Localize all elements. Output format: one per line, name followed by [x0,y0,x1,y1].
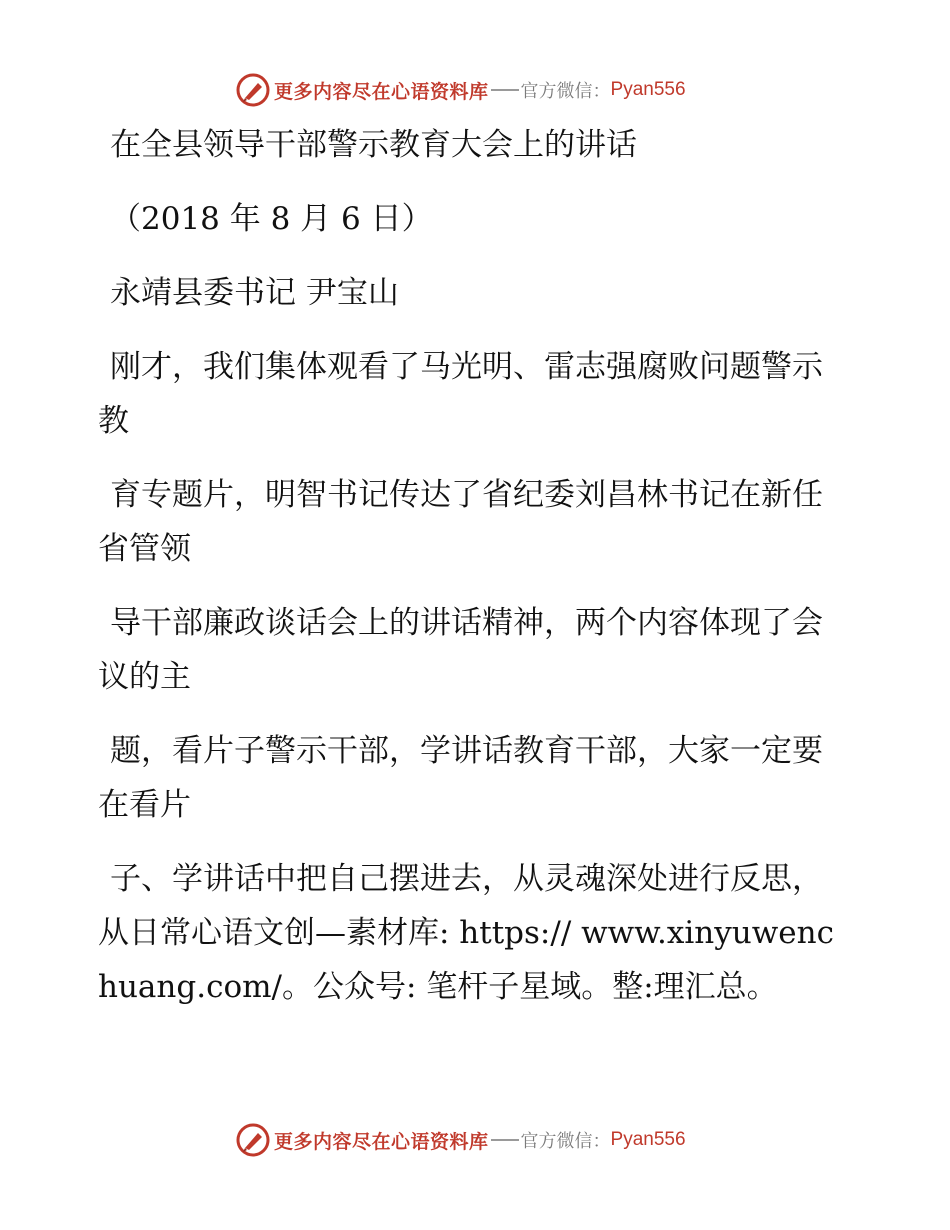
document-body [98,118,838,1014]
watermark-text: 更多内容尽在心语资料库 [274,1130,489,1153]
watermark-text: 更多内容尽在心语资料库 [274,80,489,103]
watermark-wechat-id: Pyan556 [610,1129,686,1150]
document-date: （2018 年 8 月 6 日） [110,201,433,237]
pen-logo-icon [236,1123,270,1157]
paragraph: 题，看片子警示干部，学讲话教育干部，大家一定要在看片 [98,733,823,823]
watermark-sub: 官方微信： [520,1131,611,1152]
watermark-banner-top [236,72,686,108]
paragraph: 育专题片，明智书记传达了省纪委刘昌林书记在新任省管领 [98,477,823,567]
watermark-wechat-id: Pyan556 [610,79,686,100]
pen-logo-icon [236,73,270,107]
paragraph: 刚才，我们集体观看了马光明、雷志强腐败问题警示教 [98,349,823,439]
document-author: 永靖县委书记 尹宝山 [110,275,399,311]
watermark-sub: 官方微信： [520,81,611,102]
watermark-banner-bottom [236,1122,686,1158]
paragraph: 导干部廉政谈话会上的讲话精神，两个内容体现了会议的主 [98,605,823,695]
watermark-dash [491,89,519,91]
watermark-dash [491,1139,519,1141]
paragraph: 子、学讲话中把自己摆进去，从灵魂深处进行反思，从日常心语文创—素材库: https:// www.xinyuwenchuang.com/。公众号: 笔杆子星域。整:理汇总。 [98,861,834,1005]
document-title: 在全县领导干部警示教育大会上的讲话 [110,127,637,163]
